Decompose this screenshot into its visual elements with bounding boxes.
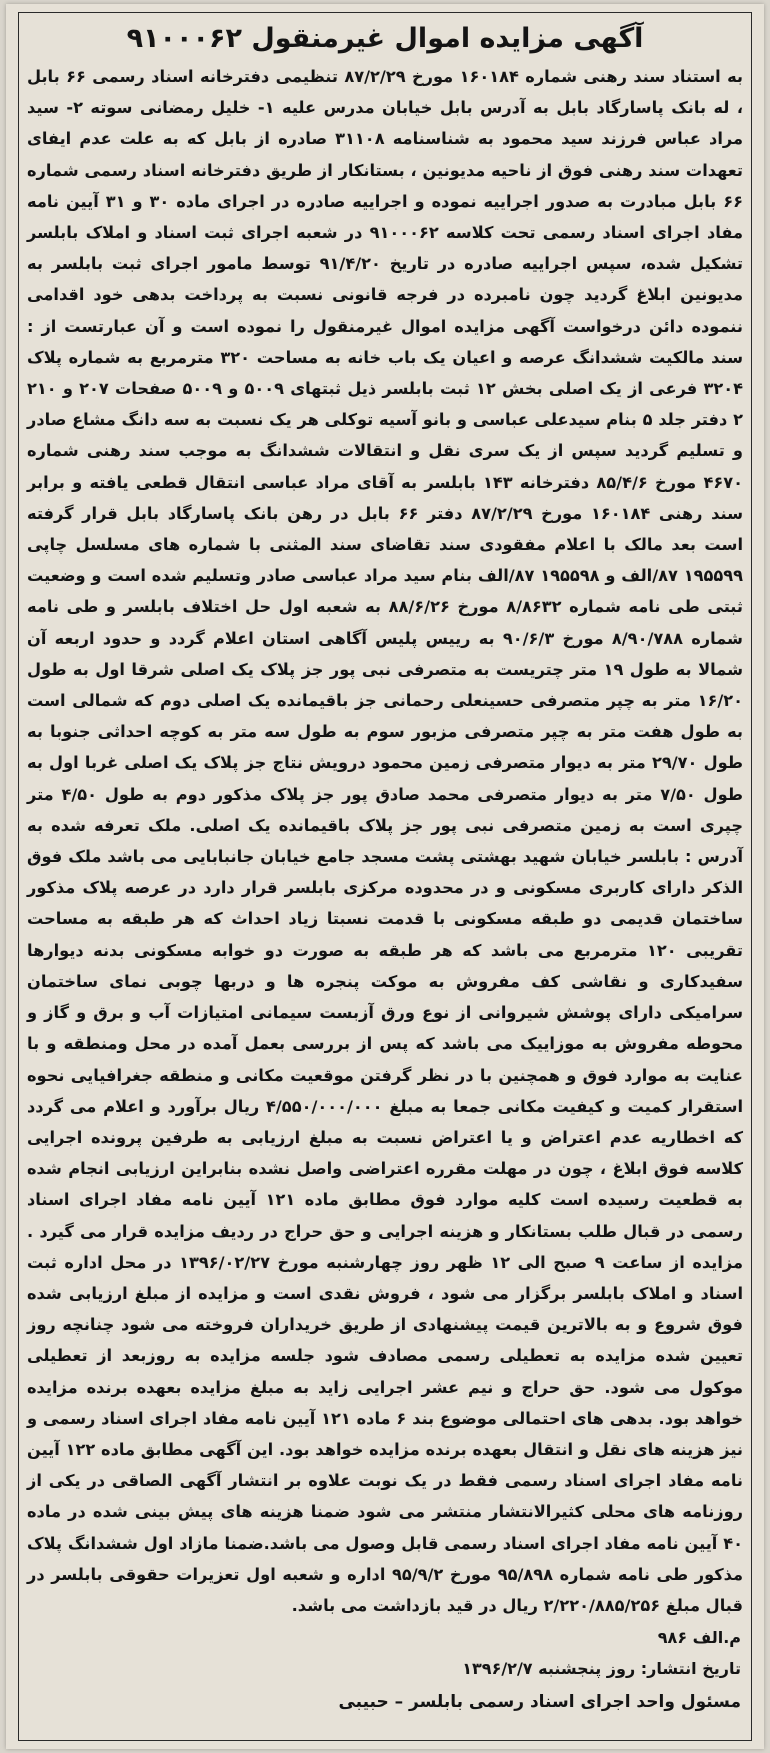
notice-title: آگهی مزایده اموال غیرمنقول ۹۱۰۰۰۶۲ [126, 23, 644, 54]
notice-frame [18, 12, 752, 1741]
publish-date: تاریخ انتشار: روز پنجشنبه ۱۳۹۶/۲/۷ [462, 1659, 741, 1679]
newspaper-clipping [6, 4, 764, 1749]
signature: مسئول واحد اجرای اسناد رسمی بابلسر – حبیبی [338, 1692, 741, 1713]
notice-body: به استناد سند رهنی شماره ۱۶۰۱۸۴ مورخ ۸۷/۲/۲۹ تنظیمی دفترخانه اسناد رسمی ۶۶ بابل ، له بانک پاسارگاد بابل به آدرس بابل خیابان مدرس علیه ۱- خلیل رمضانی سوته ۲- سید مراد عباس فرزند سید محمود به شناسنامه ۳۱۱۰۸ صادره از بابل که به علت عدم ایفای تعهدات سند رهنی فوق از ناحیه مدیونین ، بستانکار از طریق دفترخانه اسناد رسمی شماره ۶۶ بابل مبادرت به صدور اجراییه نموده و اجراییه صادره در اجرای ماده ۳۰ و ۳۱ آیین نامه مفاد اجرای اسناد رسمی تحت کلاسه ۹۱۰۰۰۶۲ در شعبه اجرای ثبت اسناد و املاک بابلسر تشکیل شده، سپس اجراییه صادره در تاریخ ۹۱/۴/۲۰ توسط مامور اجرای ثبت بابلسر به مدیونین ابلاغ گردید چون نامبرده در فرجه قانونی نسبت به پرداخت بدهی خود اقدامی ننموده دائن درخواست آگهی مزایده اموال غیرمنقول را نموده است و آن عبارتست از : سند مالکیت ششدانگ عرصه و اعیان یک باب خانه به مساحت ۳۲۰ مترمربع به شماره پلاک ۳۲۰۴ فرعی از یک اصلی بخش ۱۲ ثبت بابلسر ذیل ثبتهای ۵۰۰۹ و ۵۰۰۹ صفحات ۲۰۷ و ۲۱۰ ۲ دفتر جلد ۵ بنام سیدعلی عباسی و بانو آسیه توکلی هر یک نسبت به سه دانگ مشاع صادر و تسلیم گردید سپس از یک سری نقل و انتقالات ششدانگ به موجب سند رهنی شماره ۴۶۷۰ مورخ ۸۵/۴/۶ دفترخانه ۱۴۳ بابلسر به آقای مراد عباسی انتقال قطعی یافته و برابر سند رهنی ۱۶۰۱۸۴ مورخ ۸۷/۲/۲۹ دفتر ۶۶ بابل در رهن بانک پاسارگاد بابل قرار گرفته است بعد مالک با اعلام مفقودی سند تقاضای سند المثنی با شماره های مسلسل چاپی ۱۹۵۵۹۹ ۸۷/الف و ۱۹۵۵۹۸ ۸۷/الف بنام سید مراد عباسی صادر وتسلیم شده است و وضعیت ثبتی طی نامه شماره ۸/۸۶۳۲ مورخ ۸۸/۶/۲۶ به شعبه اول حل اختلاف بابلسر و طی نامه شماره ۸/۹۰/۷۸۸ مورخ ۹۰/۶/۳ به رییس پلیس آگاهی استان اعلام گردد و حدود اربعه آن شمالا به طول ۱۹ متر چتریست به متصرفی نبی پور جز پلاک یک اصلی شرقا اول به طول ۱۶/۲۰ متر به چپر متصرفی حسینعلی رحمانی جز باقیمانده یک اصلی دوم که شمالی است به طول هفت متر به چپر متصرفی مزبور سوم به طول سه متر به کوچه احداثی جنوبا به طول ۲۹/۷۰ متر به دیوار متصرفی زمین محمود درویش نتاج جز پلاک یک اصلی غربا اول به طول ۷/۵۰ متر به دیوار متصرفی محمد صادق پور جز پلاک مذکور دوم به طول ۴/۵۰ متر چپری است به زمین متصرفی نبی پور جز پلاک باقیمانده یک اصلی. ملک تعرفه شده به آدرس : بابلسر خیابان شهید بهشتی پشت مسجد جامع خیابان جانبابایی می باشد ملک فوق الذکر دارای کاربری مسکونی و در محدوده مرکزی بابلسر قرار دارد در عرصه پلاک مذکور ساختمان قدیمی دو طبقه مسکونی با قدمت نسبتا زیاد احداث که هر طبقه به مساحت تقریبی ۱۲۰ مترمربع می باشد که هر طبقه به صورت دو خوابه مسکونی بدنه دیوارها سفیدکاری و نقاشی کف مفروش به موکت پنجره ها و دربها چوبی نمای ساختمان سرامیکی دارای پوشش شیروانی از نوع ورق آزبست سیمانی امتیازات آب و برق و گاز و محوطه مفروش به موزاییک می باشد که پس از بررسی بعمل آمده در محل ومنطقه و با عنایت به موارد فوق و همچنین با در نظر گرفتن موقعیت مکانی و منطقه جغرافیایی نحوه استقرار کمیت و کیفیت مکانی جمعا به مبلغ ۴/۵۵۰/۰۰۰/۰۰۰ ریال برآورد و اعلام می گردد که اخطاریه عدم اعتراض و یا اعتراض نسبت به مبلغ ارزیابی به طرفین پرونده اجرایی کلاسه فوق ابلاغ ، چون در مهلت مقرره اعتراضی واصل نشده بنابراین ارزیابی انجام شده به قطعیت رسیده است کلیه موارد فوق مطابق ماده ۱۲۱ آیین نامه مفاد اجرای اسناد رسمی در قبال طلب بستانکار و هزینه اجرایی و حق حراج در ردیف مزایده قرار می گیرد . مزایده از ساعت ۹ صبح الی ۱۲ ظهر روز چهارشنبه مورخ ۱۳۹۶/۰۲/۲۷ در محل اداره ثبت اسناد و املاک بابلسر برگزار می شود ، فروش نقدی است و مزایده از مبلغ ارزیابی شده فوق شروع و به بالاترین قیمت پیشنهادی از طریق خریداران فروخته می شود چنانچه روز تعیین شده مزایده به تعطیلی رسمی مصادف شود جلسه مزایده به روزبعد از تعطیلی موکول می شود. حق حراج و نیم عشر اجرایی زاید به مبلغ مزایده بعهده برنده مزایده خواهد بود. بدهی های احتمالی موضوع بند ۶ ماده ۱۲۱ آیین نامه مفاد اجرای اسناد رسمی و نیز هزینه های نقل و انتقال بعهده برنده مزایده خواهد بود. این آگهی مطابق ماده ۱۲۲ آیین نامه مفاد اجرای اسناد رسمی فقط در یک نوبت علاوه بر انتشار آگهی الصاقی در یکی از روزنامه های محلی کثیرالانتشار منتشر می شود ضمنا هزینه های پیش بینی شده در ماده ۴۰ آیین نامه مفاد اجرای اسناد رسمی قابل وصول می باشد.ضمنا مازاد اول ششدانگ پلاک مذکور طی نامه شماره ۹۵/۸۹۸ مورخ ۹۵/۹/۲ اداره و شعبه اول تعزیرات حقوقی بابلسر در قبال مبلغ ۲/۲۲۰/۸۸۵/۲۵۶ ریال در قید بازداشت می باشد. [27, 67, 744, 1615]
reference-code: م.الف ۹۸۶ [657, 1628, 741, 1648]
